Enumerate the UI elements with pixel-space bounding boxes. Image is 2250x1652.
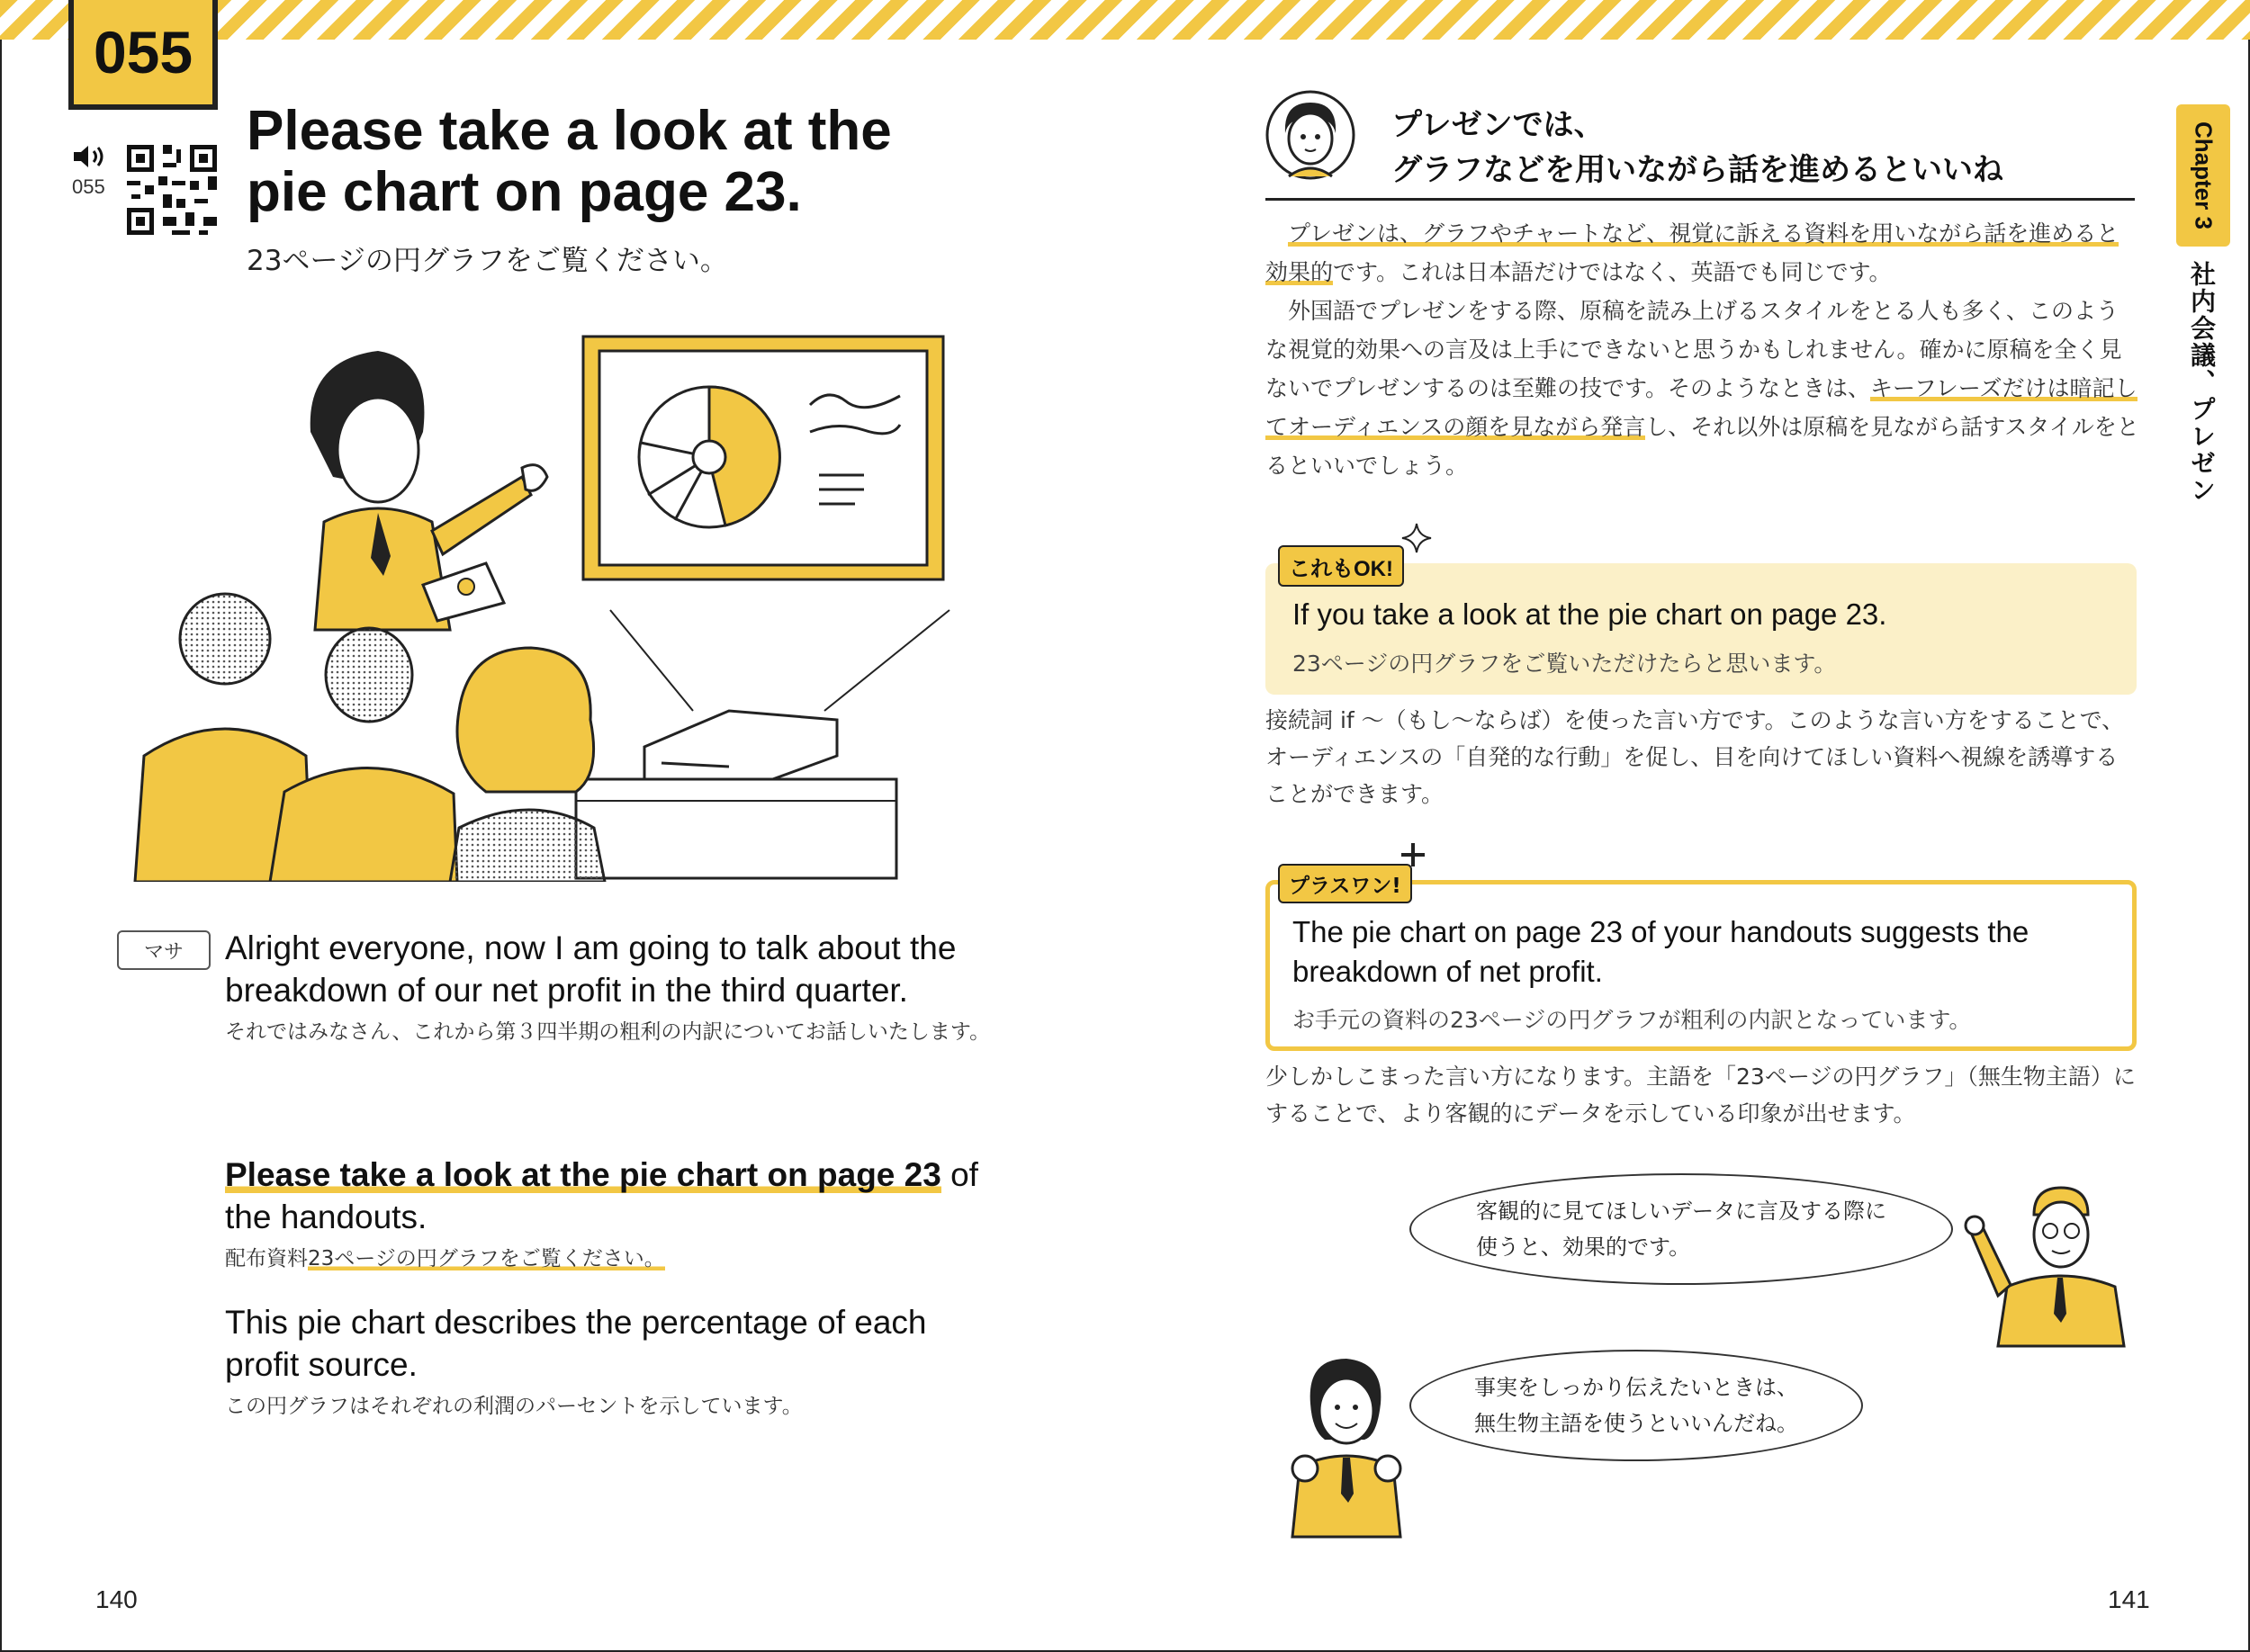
dialogue-en-rest: of the handouts. [225,1156,978,1235]
plus-icon [1399,840,1427,869]
dialogue-line-2 [225,1154,999,1276]
dialogue-en: Alright everyone, now I am going to talk about the breakdown of our net profit in the third quarter. [225,929,957,1009]
presentation-illustration [108,324,954,882]
page-number-left: 140 [95,1585,138,1613]
explanation-text: プレゼンは、グラフやチャートなど、視覚に訴える資料を用いながら話を進めると効果的です。これは日本語だけではなく、英語でも同じです。 外国語でプレゼンをする際、原稿を読み上げるスタイルをとる人も多く、このような視覚的効果への言及は上手にできないと思うかもしれません。確かに原稿を全く見ないでプレゼンするのは至難の技です。そのようなときは、キーフレーズだけは暗記してオーディエンスの顔を見ながら発言し、それ以外は原稿を見ながら話すスタイルをとるといいでしょう。 [1265,220,2139,479]
chapter-tab[interactable]: Chapter 3 [2176,104,2230,247]
dialogue-ja-highlight: 23ページの円グラフをご覧ください。 [308,1247,665,1270]
dialogue-ja: この円グラフはそれぞれの利潤のパーセントを示しています。 [225,1395,803,1418]
title-translation: 23ページの円グラフをご覧ください。 [247,245,728,277]
alternative-en: If you take a look at the pie chart on page 23. [1292,597,1887,631]
chapter-title: 社内会議、プレゼン [2187,261,2217,504]
alternative-note: 接続詞 if 〜（もし〜ならば）を使った言い方です。このような言い方をすることで、オーディエンスの「自発的な行動」を促し、目を向けてほしい資料へ視線を誘導することができます。 [1265,707,2125,807]
dialogue-ja: それではみなさん、これから第３四半期の粗利の内訳についてお話しいたします。 [225,1020,991,1044]
speech-bubble-masa: 事実をしっかり伝えたいときは、 無生物主語を使うといいんだね。 [1409,1350,1863,1461]
section-heading: プレゼンでは、 グラフなどを用いながら話を進めるといいね [1391,107,2003,188]
masa-character [1278,1350,1413,1539]
plus-one-en: The pie chart on page 23 of your handouts suggests the breakdown of net profit. [1292,915,2030,988]
dialogue-ja-pre: 配布資料 [225,1247,308,1270]
lesson-number: 055 [68,0,218,110]
plus-one-badge: プラスワン! [1278,864,1412,903]
teacher-character [1962,1179,2142,1350]
top-stripe-border [0,0,2250,40]
key-phrase: Please take a look at the pie chart on page 23 [225,1156,941,1193]
page-number-right: 141 [2108,1585,2150,1613]
audio-track-number: 055 [72,175,105,198]
also-ok-badge: これもOK! [1278,545,1404,587]
plus-one-note: 少しかしこまった言い方になります。主語を「23ページの円グラフ」（無生物主語）にすることで、より客観的にデータを示している印象が出せます。 [1265,1064,2136,1127]
speech-bubble-teacher: 客観的に見てほしいデータに言及する際に 使うと、効果的です。 [1409,1173,1953,1285]
speaker-icon[interactable] [72,142,108,171]
page-title: Please take a look at the pie chart on page 23. [247,100,892,223]
dialogue-en: This pie chart describes the percentage of each profit source. [225,1304,927,1383]
sparkle-icon [1400,522,1433,554]
avatar [1265,90,1355,180]
plus-one-ja: お手元の資料の23ページの円グラフが粗利の内訳となっています。 [1292,1007,1972,1033]
dialogue-line-1 [225,927,999,1049]
heading-divider [1265,198,2135,201]
qr-code-icon[interactable] [122,140,221,239]
speaker-label: マサ [117,930,211,970]
dialogue-line-3 [225,1301,999,1423]
alternative-ja: 23ページの円グラフをご覧いただけたらと思います。 [1292,651,1837,677]
